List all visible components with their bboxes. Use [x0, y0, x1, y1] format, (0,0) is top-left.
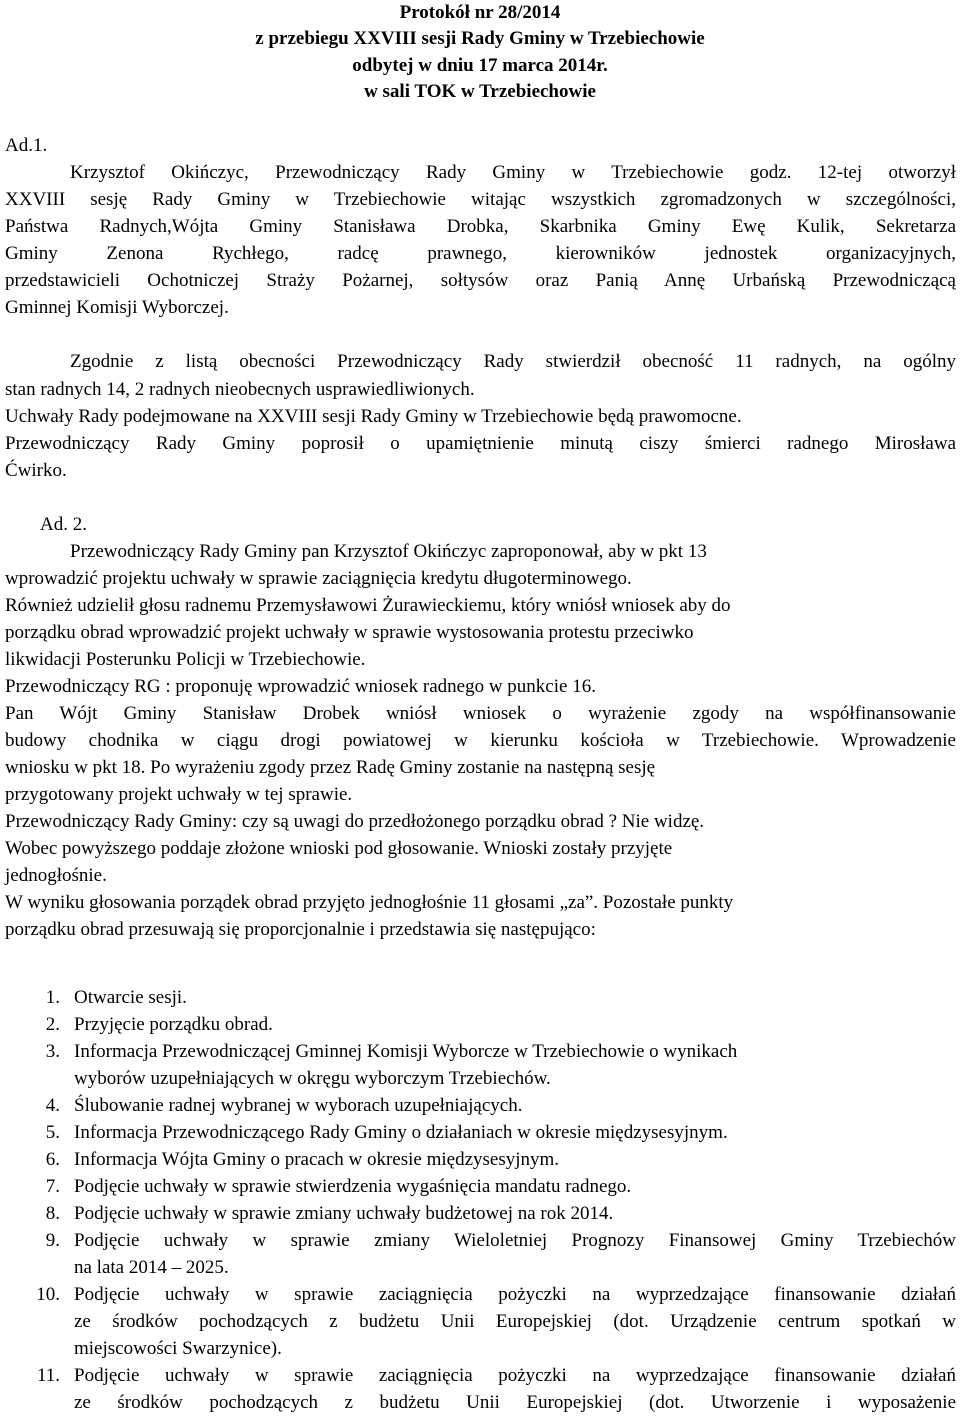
agenda-item-text: Podjęcie uchwały w sprawie stwierdzenia wygaśnięcia mandatu radnego.	[74, 1176, 632, 1197]
ad2-line: likwidacji Posterunku Policji w Trzebiechowie.	[5, 649, 366, 670]
ad1-para2-line: Zgodnie z listą obecności Przewodniczący Rady stwierdził obecność 11 radnych, na ogólny	[70, 351, 956, 372]
agenda-item-number: 7.	[45, 1176, 60, 1197]
ad2-line: porządku obrad przesuwają się proporcjonalnie i przedstawia się następująco:	[5, 919, 596, 940]
agenda-item-text: Przyjęcie porządku obrad.	[74, 1014, 273, 1035]
agenda-item-number: 6.	[45, 1149, 60, 1170]
ad1-para2-line: Przewodniczący Rady Gminy poprosił o upamiętnienie minutą ciszy śmierci radnego Mirosława	[5, 433, 956, 454]
agenda-item-number: 2.	[45, 1014, 60, 1035]
ad2-line: Przewodniczący Rady Gminy pan Krzysztof Okińczyc zaproponował, aby w pkt 13	[70, 541, 707, 562]
agenda-item-text: miejscowości Swarzynice).	[74, 1338, 282, 1359]
title-line-4: w sali TOK w Trzebiechowie	[364, 81, 596, 102]
agenda-item-text: ze środków pochodzących z budżetu Unii Europejskiej (dot. Utworzenie i wyposażenie	[74, 1392, 956, 1413]
ad2-line: wprowadzić projektu uchwały w sprawie zaciągnięcia kredytu długoterminowego.	[5, 568, 632, 589]
agenda-item-text: Informacja Wójta Gminy o pracach w okresie międzysesyjnym.	[74, 1149, 560, 1170]
agenda-item-number: 1.	[45, 987, 60, 1008]
ad1-para1-line: Krzysztof Okińczyc, Przewodniczący Rady Gminy w Trzebiechowie godz. 12-tej otworzył	[70, 162, 956, 183]
ad2-line: wniosku w pkt 18. Po wyrażeniu zgody przez Radę Gminy zostanie na następną sesję	[5, 757, 656, 778]
section-heading-ad1: Ad.1.	[5, 135, 48, 156]
agenda-item-text: Informacja Przewodniczącego Rady Gminy o działaniach w okresie międzysesyjnym.	[74, 1122, 728, 1143]
ad1-para1-line: Gminnej Komisji Wyborczej.	[5, 297, 229, 318]
agenda-item-number: 11.	[36, 1365, 60, 1386]
ad2-line: przygotowany projekt uchwały w tej sprawie.	[5, 784, 353, 805]
title-line-2: z przebiegu XXVIII sesji Rady Gminy w Trzebiechowie	[255, 28, 705, 49]
agenda-item-text: Podjęcie uchwały w sprawie zmiany uchwały budżetowej na rok 2014.	[74, 1203, 614, 1224]
agenda-item-number: 9.	[45, 1230, 60, 1251]
agenda-item-text: Otwarcie sesji.	[74, 987, 187, 1008]
agenda-item-number: 10.	[36, 1284, 60, 1305]
ad1-para1-line: Państwa Radnych,Wójta Gminy Stanisława Drobka, Skarbnika Gminy Ewę Kulik, Sekretarza	[5, 216, 956, 237]
ad1-para2-line: Ćwirko.	[5, 460, 67, 481]
agenda-item-text: Podjęcie uchwały w sprawie zaciągnięcia pożyczki na wyprzedzające finansowanie działań	[74, 1365, 956, 1386]
agenda-item-number: 8.	[45, 1203, 60, 1224]
agenda-item-text: Podjęcie uchwały w sprawie zmiany Wieloletniej Prognozy Finansowej Gminy Trzebiechów	[74, 1230, 956, 1251]
ad1-para1-line: XXVIII sesję Rady Gminy w Trzebiechowie witając wszystkich zgromadzonych w szczególności,	[5, 189, 956, 210]
agenda-item-text: Ślubowanie radnej wybranej w wyborach uzupełniających.	[74, 1095, 523, 1116]
agenda-item-text: na lata 2014 – 2025.	[74, 1257, 229, 1278]
ad1-para1-line: przedstawicieli Ochotniczej Straży Pożarnej, sołtysów oraz Panią Annę Urbańską Przewodniczącą	[5, 270, 956, 291]
agenda-item-text: wyborów uzupełniających w okręgu wyborczym Trzebiechów.	[74, 1068, 551, 1089]
ad2-line: Przewodniczący RG : proponuję wprowadzić wniosek radnego w punkcie 16.	[5, 676, 596, 697]
agenda-item-text: Podjęcie uchwały w sprawie zaciągnięcia pożyczki na wyprzedzające finansowanie działań	[74, 1284, 956, 1305]
ad2-line: W wyniku głosowania porządek obrad przyjęto jednogłośnie 11 głosami „za”. Pozostałe punkty	[5, 892, 734, 913]
ad1-para2-line: stan radnych 14, 2 radnych nieobecnych usprawiedliwionych.	[5, 379, 475, 400]
ad2-line: Pan Wójt Gminy Stanisław Drobek wniósł wniosek o wyrażenie zgody na współfinansowanie	[5, 703, 956, 724]
agenda-item-number: 4.	[45, 1095, 60, 1116]
agenda-item-number: 3.	[45, 1041, 60, 1062]
title-line-3: odbytej w dniu 17 marca 2014r.	[352, 55, 608, 76]
title-line-1: Protokół nr 28/2014	[399, 2, 561, 23]
ad1-para2-line: Uchwały Rady podejmowane na XXVIII sesji Rady Gminy w Trzebiechowie będą prawomocne.	[5, 406, 742, 427]
ad2-line: jednogłośnie.	[5, 865, 107, 886]
ad2-line: budowy chodnika w ciągu drogi powiatowej w kierunku kościoła w Trzebiechowie. Wprowadzenie	[5, 730, 956, 751]
ad2-line: porządku obrad wprowadzić projekt uchwały w sprawie wystosowania protestu przeciwko	[5, 622, 694, 643]
agenda-item-text: ze środków pochodzących z budżetu Unii Europejskiej (dot. Urządzenie centrum spotkań w	[74, 1311, 956, 1332]
section-heading-ad2: Ad. 2.	[40, 514, 87, 535]
ad2-line: Przewodniczący Rady Gminy: czy są uwagi do przedłożonego porządku obrad ? Nie widzę.	[5, 811, 705, 832]
ad2-line: Wobec powyższego poddaje złożone wnioski pod głosowanie. Wnioski zostały przyjęte	[5, 838, 673, 859]
ad1-para1-line: Gminy Zenona Rychłego, radcę prawnego, kierowników jednostek organizacyjnych,	[5, 243, 956, 264]
agenda-item-text: Informacja Przewodniczącej Gminnej Komisji Wyborcze w Trzebiechowie o wynikach	[74, 1041, 738, 1062]
ad2-line: Również udzielił głosu radnemu Przemysławowi Żurawieckiemu, który wniósł wniosek aby do	[5, 595, 731, 616]
agenda-item-number: 5.	[45, 1122, 60, 1143]
